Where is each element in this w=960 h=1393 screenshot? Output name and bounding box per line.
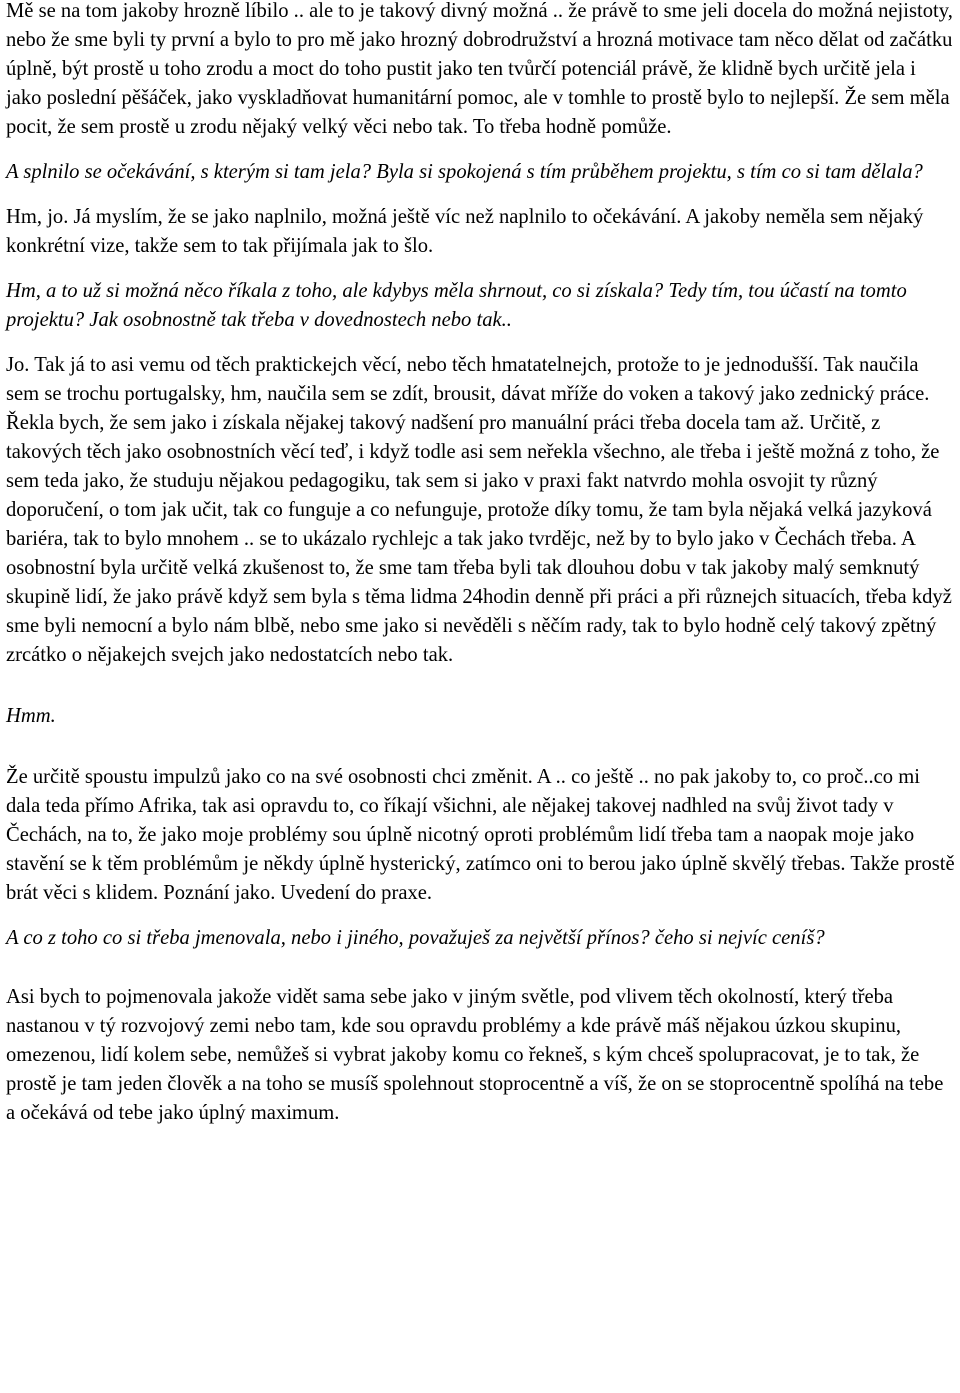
answer-paragraph-3: Jo. Tak já to asi vemu od těch praktickejch věcí, nebo těch hmatatelnejch, protože to je jednodušší. Tak naučila sem se trochu portugalsky, hm, naučila sem se zdít, brousit, dávat mříže do voken a takový jako zednický práce. Řekla bych, že sem jako i získala nějakej takový nadšení pro manuální práci třeba docela tam až. Určitě, z takových těch jako osobnostních věcí teď, i když todle asi sem neřekla všechno, ale třeba i ještě možná z toho, že sem teda jako, že studuju nějakou pedagogiku, tak sem si jako v praxi fakt natvrdo mohla osvojit ty různý doporučení, o tom jak učit, tak co funguje a co nefunguje, protože díky tomu, že tam byla nějaká velká jazyková bariéra, tak to bylo mnohem .. se to ukázalo rychlejc a tak jako tvrdějc, než by to bylo jako v Čechách třeba. A osobnostní byla určitě velká zkušenost to, že sme tam třeba byli tak dlouhou dobu v tak jakoby malý semknutý skupině lidí, že jako právě když sem byla s těma lidma 24hodin denně při práci a při různejch situacích, třeba když sme byli nemocní a bylo nám blbě, nebo sme jako si nevěděli s něčím rady, tak to bylo hodně celý takový zpětný zrcátko o nějakejch svejch jako nedostatcích nebo tak. — [6, 354, 952, 666]
question-paragraph-2: Hm, a to už si možná něco říkala z toho, ale kdybys měla shrnout, co si získala? Tedy tím, tou účastí na tomto projektu? Jak osobnostně tak třeba v dovednostech nebo tak.. — [6, 280, 907, 331]
answer-paragraph-4: Že určitě spoustu impulzů jako co na své osobnosti chci změnit. A .. co ještě .. no pak jakoby to, co proč..co mi dala teda přímo Afrika, tak asi opravdu to, co říkají všichni, ale nějakej takovej nadhled na svůj život tady v Čechách, na to, že jako moje problémy sou úplně nicotný oproti problémům lidí třeba tam a naopak moje jako stavění se k těm problémům je někdy úplně hysterický, zatímco oni to berou jako úplně skvělý třebas. Takže prostě brát věci s klidem. Poznání jako. Uvedení do praxe. — [6, 766, 955, 904]
answer-paragraph-5: Asi bych to pojmenovala jakože vidět sama sebe jako v jiným světle, pod vlivem těch okolností, který třeba nastanou v tý rozvojový zemi nebo tam, kde sou opravdu problémy a kde právě máš nějakou úzkou skupinu, omezenou, lidí kolem sebe, nemůžeš si vybrat jakoby komu co řekneš, s kým chceš spolupracovat, je to tak, že prostě je tam jeden člověk a na toho se musíš spolehnout stoprocentně a víš, že on se stoprocentně spolíhá na tebe a očekává od tebe jako úplný maximum. — [6, 986, 944, 1124]
answer-paragraph-2: Hm, jo. Já myslím, že se jako naplnilo, možná ještě víc než naplnilo to očekávání. A jakoby neměla sem nějaký konkrétní vize, takže sem to tak přijímala jak to šlo. — [6, 206, 924, 257]
question-paragraph-1: A splnilo se očekávání, s kterým si tam jela? Byla si spokojená s tím průběhem projektu, s tím co si tam dělala? — [6, 161, 923, 183]
answer-paragraph-1: Mě se na tom jakoby hrozně líbilo .. ale to je takový divný možná .. že právě to sme jeli docela do možná nejistoty, nebo že sme byli ty první a bylo to pro mě jako hrozný dobrodružství a hrozná motivace tam něco dělat od začátku úplně, být prostě u toho zrodu a moct do toho pustit jako ten tvůrčí potenciál právě, že klidně bych určitě jela i jako poslední pěšáček, jako vyskladňovat humanitární pomoc, ale v tomhle to prostě bylo to nejlepší. Že sem měla pocit, že sem prostě u zrodu nějaký velký věci nebo tak. To třeba hodně pomůže. — [6, 0, 953, 138]
question-paragraph-4: A co z toho co si třeba jmenovala, nebo i jiného, považuješ za největší přínos? čeho si nejvíc ceníš? — [6, 927, 825, 949]
question-paragraph-3: Hmm. — [6, 705, 56, 727]
